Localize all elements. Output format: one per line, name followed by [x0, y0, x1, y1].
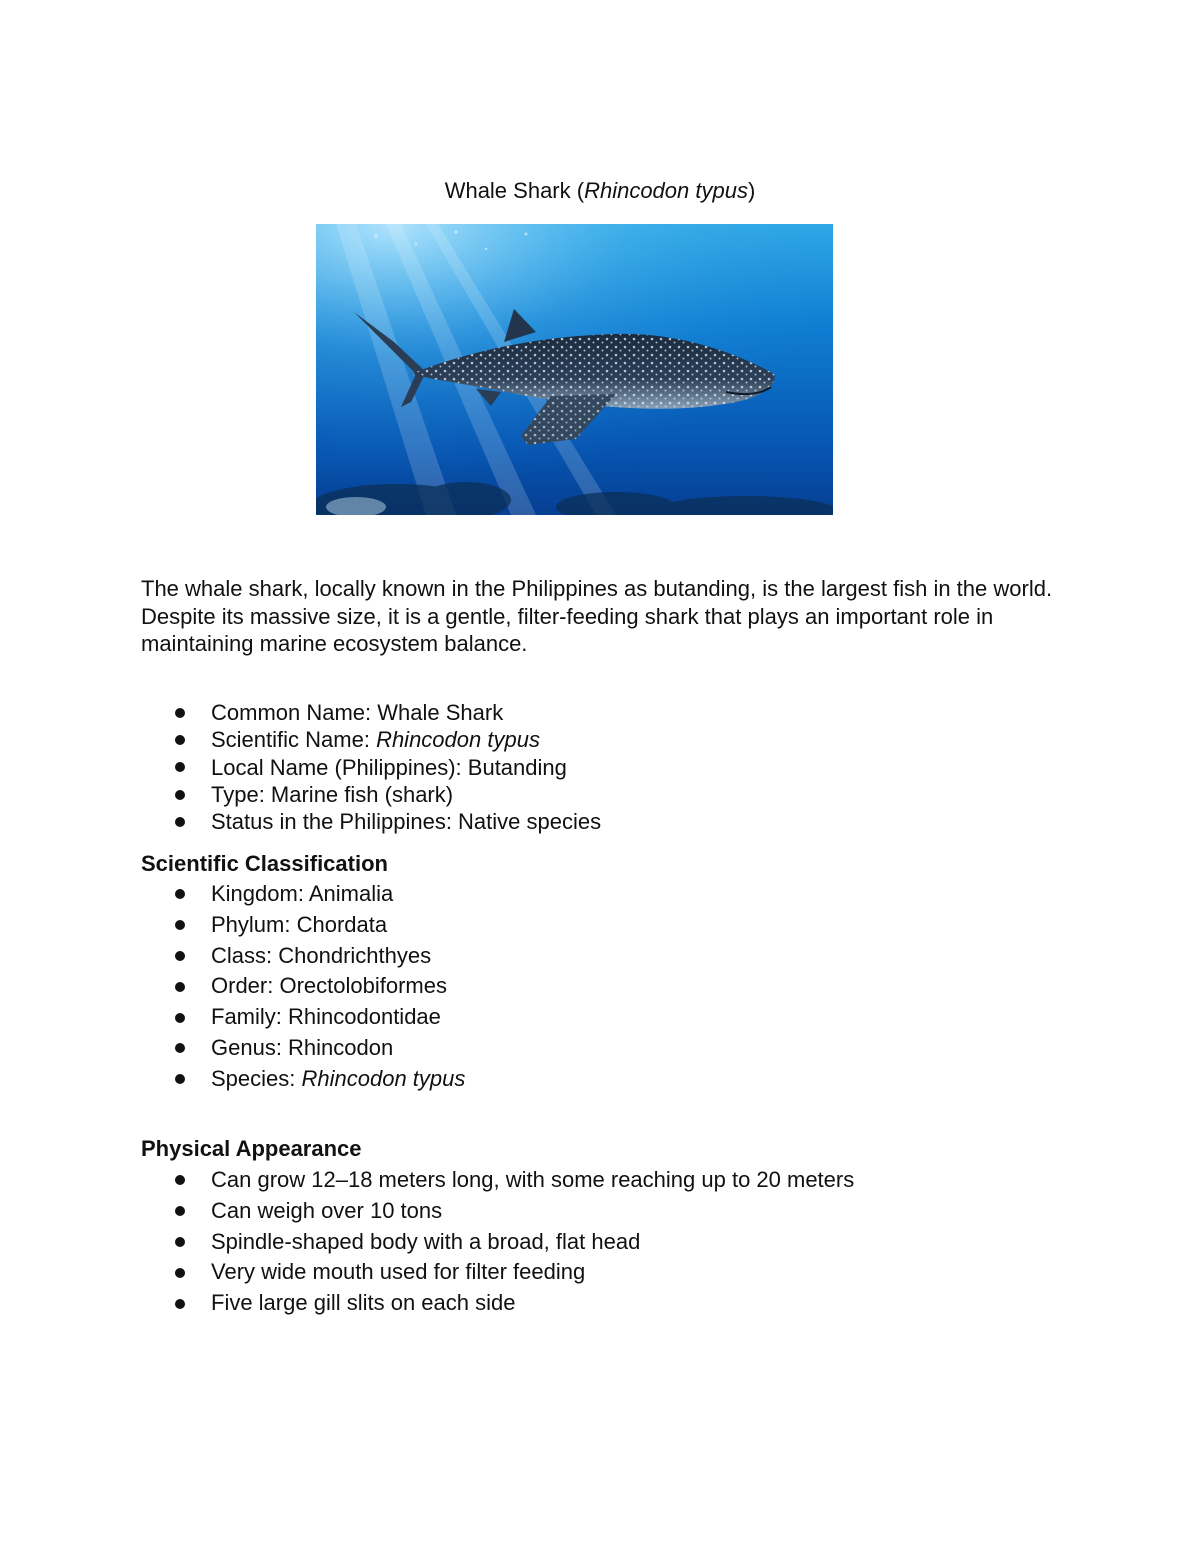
classification-heading: Scientific Classification	[141, 851, 388, 876]
classification-list	[0, 879, 1000, 1095]
bullet-icon	[175, 920, 185, 930]
list-item: Spindle-shaped body with a broad, flat head	[141, 1227, 1141, 1258]
bullet-icon	[175, 1013, 185, 1023]
bullet-icon	[175, 790, 185, 800]
bullet-icon	[175, 1043, 185, 1053]
list-item: Family: Rhincodontidae	[141, 1002, 1141, 1033]
bullet-icon	[175, 982, 185, 992]
list-item: Type: Marine fish (shark)	[141, 781, 1141, 808]
appearance-heading: Physical Appearance	[141, 1136, 362, 1161]
bullet-icon	[175, 735, 185, 745]
bullet-icon	[175, 1175, 185, 1185]
bullet-icon	[175, 708, 185, 718]
intro-paragraph: The whale shark, locally known in the Philippines as butanding, is the largest fish in the world. Despite its massive size, it is a gentle, filter-feeding shark that plays an important role in maintaining marine ecosystem balance.	[141, 576, 1053, 656]
bullet-icon	[175, 1299, 185, 1309]
bullet-icon	[175, 1237, 185, 1247]
list-item: Very wide mouth used for filter feeding	[141, 1257, 1141, 1288]
facts-list	[0, 699, 1000, 835]
bullet-icon	[175, 1268, 185, 1278]
list-item: Local Name (Philippines): Butanding	[141, 754, 1141, 781]
list-item: Common Name: Whale Shark	[141, 699, 1141, 726]
list-item: Can weigh over 10 tons	[141, 1196, 1141, 1227]
list-item: Phylum: Chordata	[141, 910, 1141, 941]
bullet-icon	[175, 817, 185, 827]
list-item: Species: Rhincodon typus	[141, 1064, 1141, 1095]
list-item: Class: Chondrichthyes	[141, 941, 1141, 972]
bullet-icon	[175, 951, 185, 961]
list-item: Scientific Name: Rhincodon typus	[141, 726, 1141, 753]
list-item: Order: Orectolobiformes	[141, 971, 1141, 1002]
appearance-list	[0, 1165, 1000, 1319]
page-title: Whale Shark (Rhincodon typus)	[444, 178, 756, 203]
list-item: Five large gill slits on each side	[141, 1288, 1141, 1319]
list-item: Status in the Philippines: Native species	[141, 808, 1141, 835]
bullet-icon	[175, 889, 185, 899]
bullet-icon	[175, 1074, 185, 1084]
bullet-icon	[175, 762, 185, 772]
list-item: Genus: Rhincodon	[141, 1033, 1141, 1064]
list-item: Can grow 12–18 meters long, with some reaching up to 20 meters	[141, 1165, 1141, 1196]
list-item: Kingdom: Animalia	[141, 879, 1141, 910]
page-title-scientific-name: Rhincodon typus	[584, 178, 748, 203]
bullet-icon	[175, 1206, 185, 1216]
whale-shark-photo	[316, 224, 833, 515]
